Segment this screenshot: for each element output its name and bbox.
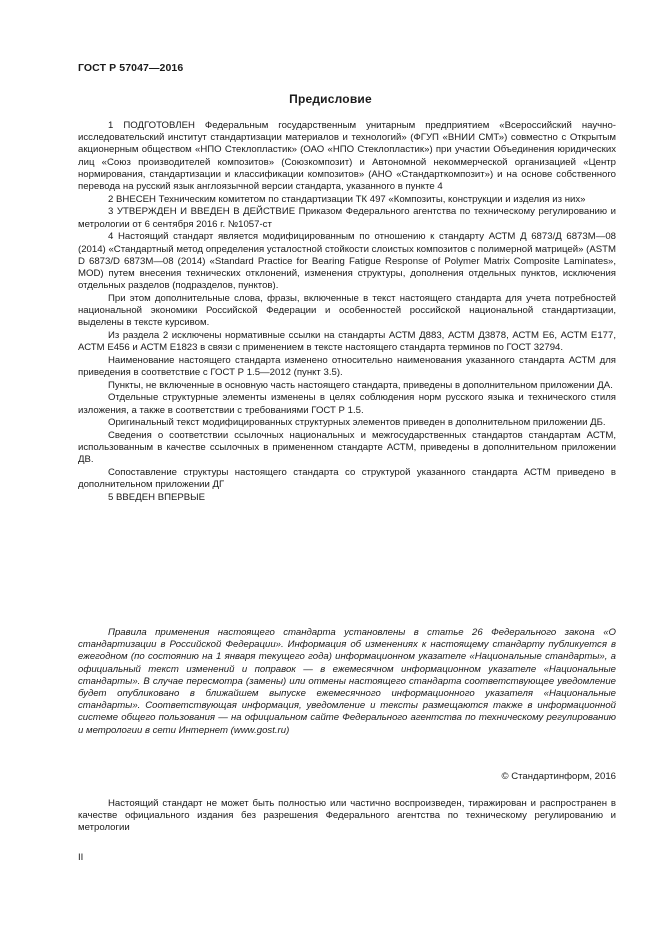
paragraph-appendix-dv: Сведения о соответствии ссылочных национальных и межгосударственных стандартов стандартам АСТМ, использованным в качестве ссылочных в примененном стандарте АСТМ, приведены в дополнительном приложении ДВ. (78, 430, 616, 466)
paragraph-approved: 3 УТВЕРЖДЕН И ВВЕДЕН В ДЕЙСТВИЕ Приказом Федерального агентства по техническому регулированию и метрологии от 6 сентября 2016 г. №1057-ст (78, 206, 616, 230)
paragraph-italics-note: При этом дополнительные слова, фразы, включенные в текст настоящего стандарта для учета потребностей национальной экономики Российской Федерации и особенностей российской национальной стандартизации, выделены в тексте курсивом. (78, 292, 616, 329)
standard-number: ГОСТ Р 57047—2016 (78, 62, 184, 74)
paragraph-appendix-db: Оригинальный текст модифицированных структурных элементов приведен в дополнительном приложении ДБ. (108, 417, 606, 429)
paragraph-appendix-dg: Сопоставление структуры настоящего стандарта со структурой указанного стандарта АСТМ приведено в дополнительном приложении ДГ (78, 467, 616, 491)
foreword-body (78, 120, 616, 505)
paragraph-appendix-da: Пункты, не включенные в основную часть настоящего стандарта, приведены в дополнительном приложении ДА. (108, 379, 613, 391)
paragraph-modified: 4 Настоящий стандарт является модифицированным по отношению к стандарту АСТМ Д 6873/Д 6873М—08 (2014) «Стандартный метод определения усталостной стойкости слоистых композитов с полимерной матрицей» (ASTM D 6873/D 6873M—08 (2014) «Standard Practice for Bearing Fatigue Response of Polymer Matrix Composite Laminates», MOD) путем внесения технических отклонений, изменения структуры, дополнения отдельных пунктов, исключения отдельных разделов (подразделов, пунктов). (78, 231, 616, 292)
paragraph-structural-changes: Отдельные структурные элементы изменены в целях соблюдения норм русского языка и технического стиля изложения, а также в соответствии с требованиями ГОСТ Р 1.5. (78, 392, 616, 416)
reproduction-notice: Настоящий стандарт не может быть полностью или частично воспроизведен, тиражирован и распространен в качестве официального издания без разрешения Федерального агентства по техническому регулированию и метрологии (78, 798, 616, 834)
copyright: © Стандартинформ, 2016 (501, 771, 616, 782)
paragraph-submitted: 2 ВНЕСЕН Техническим комитетом по стандартизации ТК 497 «Композиты, конструкции и изделия из них» (108, 193, 586, 205)
paragraph-title-changed: Наименование настоящего стандарта изменено относительно наименования указанного стандарта АСТМ для приведения в соответствие с ГОСТ Р 1.5—2012 (пункт 3.5). (78, 354, 616, 379)
paragraph-excluded-refs: Из раздела 2 исключены нормативные ссылки на стандарты АСТМ Д883, АСТМ Д3878, АСТМ Е6, АСТМ Е177, АСТМ Е456 и АСТМ Е1823 в связи с применением в тексте настоящего стандарта терминов по ГОСТ 32794. (78, 329, 616, 354)
paragraph-first-introduced: 5 ВВЕДЕН ВПЕРВЫЕ (108, 492, 206, 504)
application-rules-note: Правила применения настоящего стандарта установлены в статье 26 Федерального закона «О стандартизации в Российской Федерации». Информация об изменениях к настоящему стандарту публикуется в ежегодном (по состоянию на 1 января текущего года) информационном указателе «Национальные стандарты», а официальный текст изменений и поправок — в ежемесячном информационном указателе «Национальные стандарты». В случае пересмотра (замены) или отмены настоящего стандарта соответствующее уведомление будет опубликовано в ближайшем выпуске ежемесячного информационного указателя «Национальные стандарты». Соответствующая информация, уведомление и тексты размещаются также в информационной системе общего пользования — на официальном сайте Федерального агентства по техническому регулированию и метрологии в сети Интернет (www.gost.ru) (78, 627, 616, 736)
page-number: II (78, 852, 84, 863)
page-title: Предисловие (289, 92, 372, 106)
paragraph-prepared: 1 ПОДГОТОВЛЕН Федеральным государственным унитарным предприятием «Всероссийский научно-исследовательский институт стандартизации материалов и технологий» (ФГУП «ВНИИ СМТ») совместно с Открытым акционерным обществом «НПО Стеклопластик» (ОАО «НПО Стеклопластик») при участии Объединения юридических лиц «Союз производителей композитов» (Союзкомпозит) и Автономной некоммерческой организацией «Центр нормирования, стандартизации и классификации композитов» (АНО «Стандарткомпозит») и на основе собственного перевода на русский язык англоязычной версии стандарта, указанного в пункте 4 (78, 120, 616, 193)
